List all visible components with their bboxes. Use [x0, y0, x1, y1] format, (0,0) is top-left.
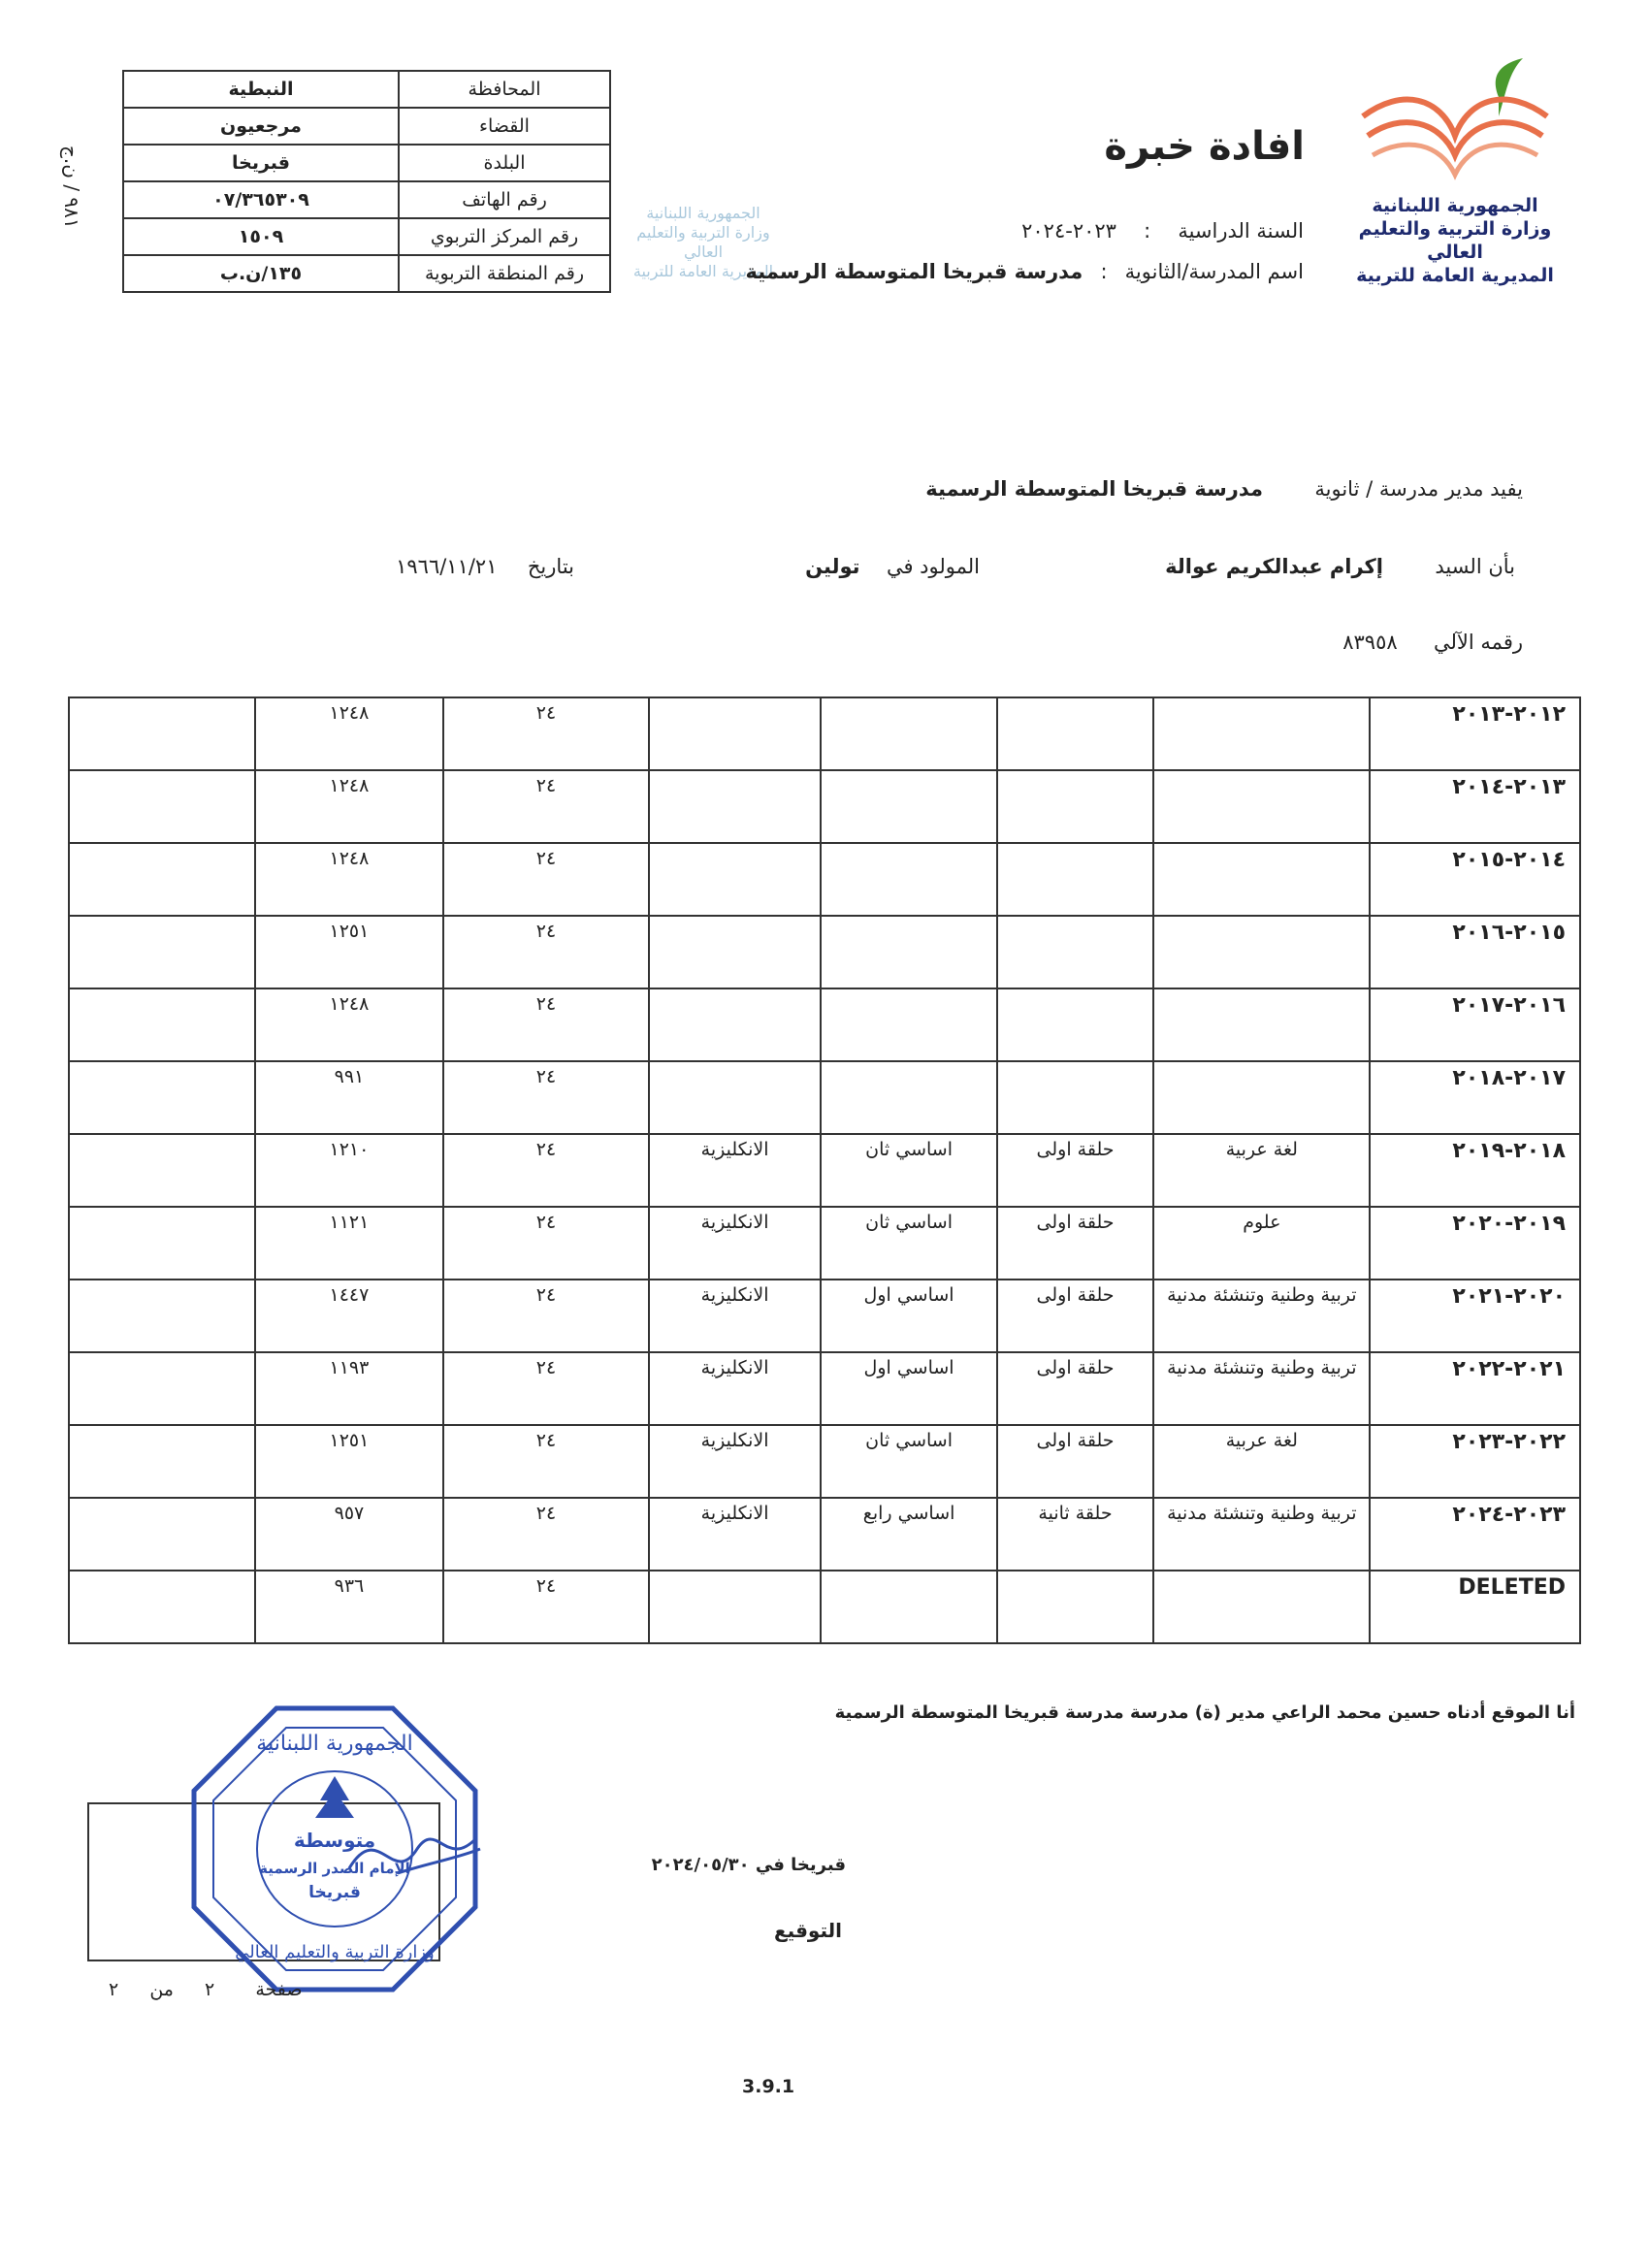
cell-level: اساسي اول: [821, 1280, 996, 1352]
table-row: [69, 988, 1580, 1061]
year-label: السنة الدراسية: [1178, 219, 1304, 243]
place-date: قبريخا في ٢٠٢٤/٠٥/٣٠: [651, 1855, 846, 1875]
page-indicator: صفحة ٢ من ٢: [109, 1979, 303, 2000]
cell-cycle: [997, 770, 1153, 843]
version-number: 3.9.1: [742, 2076, 795, 2097]
cell-notes: [69, 1425, 255, 1498]
stamp-inner2: الإمام الصدر الرسمية: [259, 1860, 410, 1877]
experience-table: [68, 697, 1581, 1644]
cell-notes: [69, 1498, 255, 1571]
cell-subject: [1153, 1061, 1370, 1134]
cell-hours: ٢٤: [443, 916, 649, 988]
cell-notes: [69, 770, 255, 843]
cell-subject: [1153, 988, 1370, 1061]
table-row: [69, 697, 1580, 770]
cell-lang: [649, 843, 822, 916]
info-value: مرجعيون: [123, 108, 399, 145]
table-row: [69, 1207, 1580, 1280]
cell-subject: تربية وطنية وتنشئة مدنية: [1153, 1352, 1370, 1425]
info-value: ١٥٠٩: [123, 218, 399, 255]
cell-lang: [649, 1571, 822, 1643]
info-row: [123, 218, 610, 255]
cell-level: [821, 1571, 996, 1643]
info-label: القضاء: [399, 108, 610, 145]
cell-cycle: [997, 1061, 1153, 1134]
cell-lang: [649, 1061, 822, 1134]
logo-line3: المديرية العامة للتربية: [1356, 265, 1554, 286]
table-row: [69, 1425, 1580, 1498]
cell-notes: [69, 1571, 255, 1643]
cell-total: ١٤٤٧: [255, 1280, 443, 1352]
cell-total: ١٢٥١: [255, 1425, 443, 1498]
cell-year: ٢٠١٣-٢٠١٤: [1370, 770, 1580, 843]
cell-notes: [69, 1352, 255, 1425]
cell-year: ٢٠١٤-٢٠١٥: [1370, 843, 1580, 916]
info-row: [123, 181, 610, 218]
cell-level: [821, 770, 996, 843]
cell-subject: [1153, 843, 1370, 916]
stamp-bottom-text: وزارة التربية والتعليم العالي: [235, 1942, 435, 1962]
cell-cycle: حلقة اولى: [997, 1352, 1153, 1425]
cell-lang: الانكليزية: [649, 1207, 822, 1280]
info-row: [123, 255, 610, 292]
cell-lang: [649, 697, 822, 770]
cell-level: [821, 843, 996, 916]
cell-notes: [69, 843, 255, 916]
signer-statement: أنا الموقع أدناه حسين محمد الراعي مدير (ة) مدرسة مدرسة قبريخا المتوسطة الرسمية: [834, 1702, 1575, 1723]
cell-year: ٢٠٢٣-٢٠٢٤: [1370, 1498, 1580, 1571]
cell-year: ٢٠١٧-٢٠١٨: [1370, 1061, 1580, 1134]
cell-notes: [69, 1134, 255, 1207]
faint-watermark: الجمهورية اللبنانية وزارة التربية والتعليم العالي المديرية العامة للتربية: [632, 204, 774, 280]
cell-hours: ٢٤: [443, 1425, 649, 1498]
cell-total: ١٢٤٨: [255, 843, 443, 916]
cell-total: ١٢١٠: [255, 1134, 443, 1207]
ministry-logo-icon: [1353, 58, 1557, 204]
page-title: افادة خبرة: [1104, 124, 1305, 169]
table-row: [69, 916, 1580, 988]
employee-id: ٨٣٩٥٨: [1342, 631, 1398, 654]
cell-notes: [69, 916, 255, 988]
cell-level: [821, 916, 996, 988]
info-row: [123, 71, 610, 108]
cell-lang: الانكليزية: [649, 1280, 822, 1352]
cell-notes: [69, 1061, 255, 1134]
birth-date: ١٩٦٦/١١/٢١: [396, 555, 498, 578]
cell-total: ١٢٤٨: [255, 988, 443, 1061]
cell-subject: [1153, 770, 1370, 843]
cell-subject: لغة عربية: [1153, 1134, 1370, 1207]
cell-total: ٩٥٧: [255, 1498, 443, 1571]
cell-subject: [1153, 916, 1370, 988]
signature-label: التوقيع: [774, 1919, 842, 1942]
school-value: مدرسة قبريخا المتوسطة الرسمية: [745, 260, 1083, 283]
cell-year: ٢٠١٢-٢٠١٣: [1370, 697, 1580, 770]
body-school: مدرسة قبريخا المتوسطة الرسمية: [925, 477, 1263, 501]
cell-cycle: [997, 843, 1153, 916]
cell-cycle: حلقة اولى: [997, 1207, 1153, 1280]
cell-hours: ٢٤: [443, 1207, 649, 1280]
cell-hours: ٢٤: [443, 1280, 649, 1352]
stamp-inner3: قبريخا: [308, 1883, 361, 1902]
cell-hours: ٢٤: [443, 1061, 649, 1134]
cell-level: اساسي ثان: [821, 1425, 996, 1498]
cell-year: ٢٠٢٢-٢٠٢٣: [1370, 1425, 1580, 1498]
info-value: النبطية: [123, 71, 399, 108]
cell-level: اساسي اول: [821, 1352, 996, 1425]
info-value: ١٣٥/ن.ب: [123, 255, 399, 292]
year-row: السنة الدراسية : ٢٠٢٣-٢٠٢٤: [1021, 219, 1304, 243]
cell-level: اساسي رابع: [821, 1498, 996, 1571]
info-value: قبريخا: [123, 145, 399, 181]
info-row: [123, 145, 610, 181]
info-label: رقم المركز التربوي: [399, 218, 610, 255]
cell-subject: تربية وطنية وتنشئة مدنية: [1153, 1498, 1370, 1571]
birth-date-row: بتاريخ ١٩٦٦/١١/٢١: [396, 555, 574, 578]
born-place: تولين: [805, 555, 860, 578]
cell-level: [821, 1061, 996, 1134]
cell-level: [821, 697, 996, 770]
stamp-outer-text: الجمهورية اللبنانية: [256, 1732, 413, 1756]
table-row: [69, 1571, 1580, 1643]
person-name: إكرام عبدالكريم عوالة: [1165, 555, 1383, 578]
cell-subject: [1153, 1571, 1370, 1643]
cell-notes: [69, 988, 255, 1061]
info-label: المحافظة: [399, 71, 610, 108]
logo-line2: وزارة التربية والتعليم العالي: [1358, 218, 1552, 263]
logo-text: [1348, 194, 1562, 287]
cell-total: ١٢٥١: [255, 916, 443, 988]
cell-subject: لغة عربية: [1153, 1425, 1370, 1498]
cell-total: ١١٢١: [255, 1207, 443, 1280]
cell-year: ٢٠١٦-٢٠١٧: [1370, 988, 1580, 1061]
stamp-inner1: متوسطة: [293, 1829, 376, 1852]
cell-cycle: حلقة اولى: [997, 1280, 1153, 1352]
cell-lang: [649, 916, 822, 988]
born-place-row: المولود في تولين: [805, 555, 980, 578]
side-reference: ٩٨١ / ن.ج: [60, 146, 83, 229]
table-row: [69, 843, 1580, 916]
cell-lang: [649, 770, 822, 843]
year-value: ٢٠٢٣-٢٠٢٤: [1021, 219, 1116, 243]
cell-lang: [649, 988, 822, 1061]
cell-cycle: [997, 988, 1153, 1061]
cell-hours: ٢٤: [443, 988, 649, 1061]
table-row: [69, 1134, 1580, 1207]
cell-year: DELETED: [1370, 1571, 1580, 1643]
cell-year: ٢٠١٥-٢٠١٦: [1370, 916, 1580, 988]
school-label: اسم المدرسة/الثانوية: [1124, 260, 1304, 283]
cell-cycle: [997, 697, 1153, 770]
table-row: [69, 1498, 1580, 1571]
cell-cycle: حلقة اولى: [997, 1134, 1153, 1207]
cell-cycle: حلقة اولى: [997, 1425, 1153, 1498]
cell-level: [821, 988, 996, 1061]
logo-line1: الجمهورية اللبنانية: [1372, 195, 1538, 216]
cell-hours: ٢٤: [443, 1352, 649, 1425]
cell-hours: ٢٤: [443, 1571, 649, 1643]
cell-total: ١٢٤٨: [255, 697, 443, 770]
info-row: [123, 108, 610, 145]
cell-hours: ٢٤: [443, 1134, 649, 1207]
cell-total: ٩٩١: [255, 1061, 443, 1134]
table-row: [69, 770, 1580, 843]
cell-hours: ٢٤: [443, 697, 649, 770]
cell-cycle: [997, 916, 1153, 988]
info-table: [122, 70, 611, 293]
info-label: البلدة: [399, 145, 610, 181]
cell-level: اساسي ثان: [821, 1207, 996, 1280]
cell-notes: [69, 1280, 255, 1352]
cell-lang: الانكليزية: [649, 1134, 822, 1207]
body-line1: يفيد مدير مدرسة / ثانوية مدرسة قبريخا المتوسطة الرسمية: [925, 477, 1523, 501]
cell-hours: ٢٤: [443, 770, 649, 843]
table-row: [69, 1352, 1580, 1425]
cell-total: ١٢٤٨: [255, 770, 443, 843]
table-row: [69, 1280, 1580, 1352]
cell-subject: [1153, 697, 1370, 770]
info-label: رقم الهاتف: [399, 181, 610, 218]
info-label: رقم المنطقة التربوية: [399, 255, 610, 292]
cell-lang: الانكليزية: [649, 1498, 822, 1571]
cell-lang: الانكليزية: [649, 1352, 822, 1425]
cell-cycle: حلقة ثانية: [997, 1498, 1153, 1571]
body-line2: بأن السيد إكرام عبدالكريم عوالة: [1165, 555, 1515, 578]
info-value: ٠٧/٣٦٥٣٠٩: [123, 181, 399, 218]
cell-lang: الانكليزية: [649, 1425, 822, 1498]
cell-subject: علوم: [1153, 1207, 1370, 1280]
table-row: [69, 1061, 1580, 1134]
cell-subject: تربية وطنية وتنشئة مدنية: [1153, 1280, 1370, 1352]
cell-level: اساسي ثان: [821, 1134, 996, 1207]
cell-total: ٩٣٦: [255, 1571, 443, 1643]
school-row: اسم المدرسة/الثانوية : مدرسة قبريخا المتوسطة الرسمية: [745, 260, 1304, 283]
cell-hours: ٢٤: [443, 1498, 649, 1571]
cell-year: ٢٠١٩-٢٠٢٠: [1370, 1207, 1580, 1280]
cell-notes: [69, 697, 255, 770]
cell-notes: [69, 1207, 255, 1280]
cell-hours: ٢٤: [443, 843, 649, 916]
id-row: رقمه الآلي ٨٣٩٥٨: [1342, 631, 1523, 654]
cell-year: ٢٠٢١-٢٠٢٢: [1370, 1352, 1580, 1425]
cell-year: ٢٠١٨-٢٠١٩: [1370, 1134, 1580, 1207]
cell-total: ١١٩٣: [255, 1352, 443, 1425]
cell-cycle: [997, 1571, 1153, 1643]
school-stamp-icon: [184, 1703, 485, 1994]
cell-year: ٢٠٢٠-٢٠٢١: [1370, 1280, 1580, 1352]
